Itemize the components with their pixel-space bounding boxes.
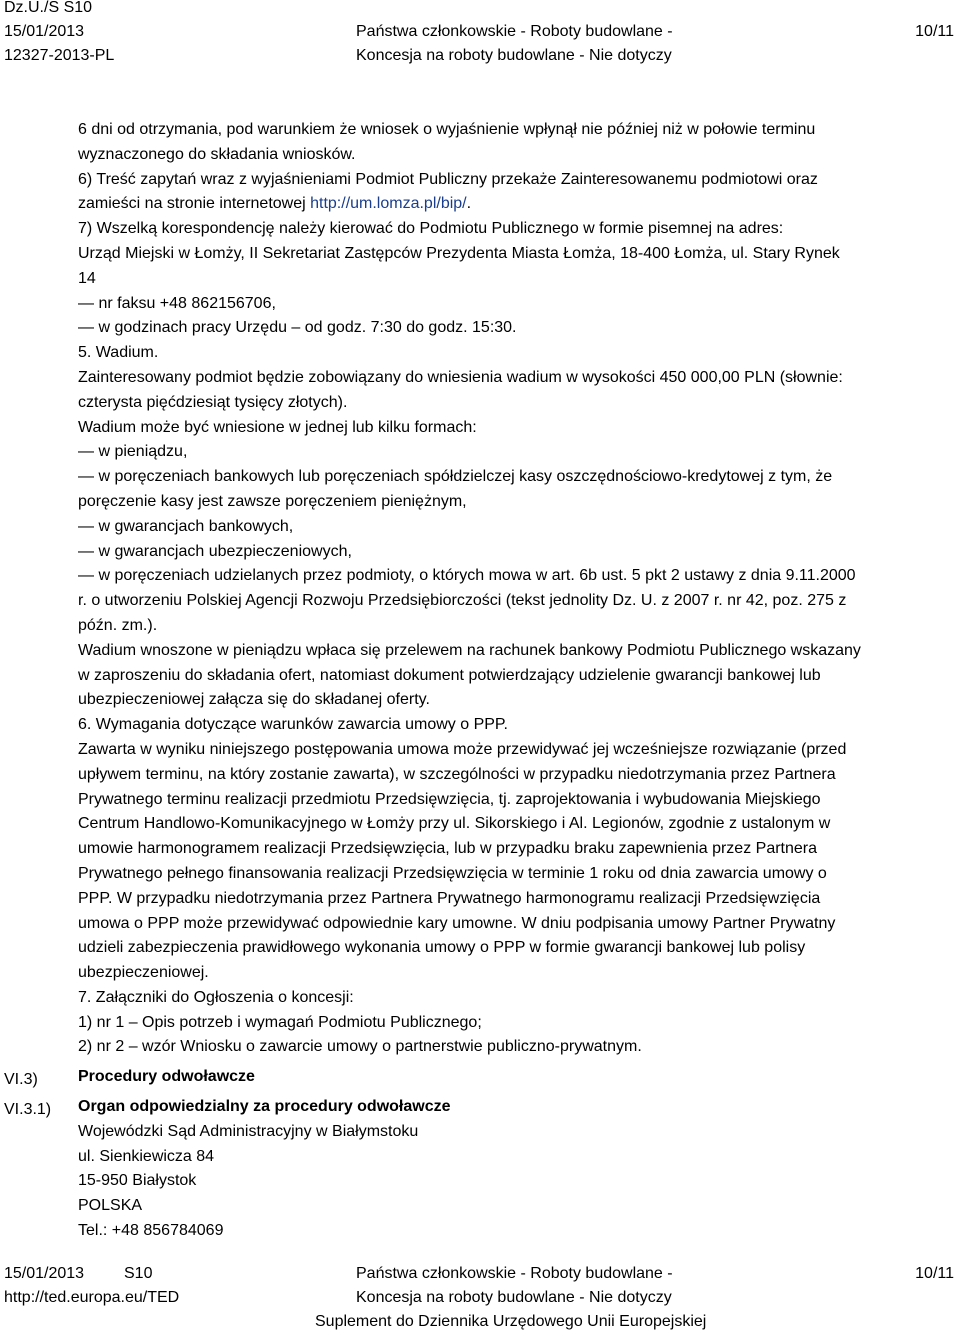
body-line: r. o utworzeniu Polskiej Agencji Rozwoju Przedsiębiorczości (tekst jednolity Dz. U. z 2007 r. nr 42, poz. 275 z [78, 592, 847, 610]
body-line: ubezpieczeniowej. [78, 964, 209, 982]
body-line: Urząd Miejski w Łomży, II Sekretariat Zastępców Prezydenta Miasta Łomża, 18-400 Łomża, ul. Stary Rynek [78, 244, 840, 262]
header-title-line2: Koncesja na roboty budowlane - Nie dotyczy [356, 47, 672, 64]
section-number-vi3: VI.3) [4, 1071, 38, 1088]
body-line: Zawarta w wyniku niniejszego postępowania umowa może przewidywać jej wcześniejsze rozwiązanie (przed [78, 740, 847, 758]
header-title-line1: Państwa członkowskie - Roboty budowlane - [356, 23, 673, 40]
notice-id: 12327-2013-PL [4, 47, 115, 64]
body-line: — w gwarancjach ubezpieczeniowych, [78, 542, 352, 560]
body-line: 14 [78, 269, 96, 287]
body-line: 2) nr 2 – wzór Wniosku o zawarcie umowy o partnerstwie publiczno-prywatnym. [78, 1038, 642, 1056]
body-line: Wadium może być wniesione w jednej lub kilku formach: [78, 418, 477, 436]
body-line: czterysta pięćdziesiąt tysięcy złotych). [78, 393, 348, 411]
footer-supplement: Suplement do Dziennika Urzędowego Unii Europejskiej [315, 1313, 707, 1330]
footer-page-number: 10/11 [915, 1265, 954, 1282]
body-line: — w godzinach pracy Urzędu – od godz. 7:30 do godz. 15:30. [78, 319, 517, 337]
body-line: 6) Treść zapytań wraz z wyjaśnieniami Podmiot Publiczny przekaże Zainteresowanemu podmiotowi oraz [78, 170, 818, 188]
body-line: — nr faksu +48 862156706, [78, 294, 276, 312]
document-body [78, 118, 944, 1244]
body-line: poręczenie kasy jest zawsze poręczeniem pieniężnym, [78, 492, 467, 510]
section-title-vi31: Organ odpowiedzialny za procedury odwoławcze [78, 1098, 451, 1116]
footer-title-line1: Państwa członkowskie - Roboty budowlane - [356, 1265, 673, 1282]
header-date: 15/01/2013 [4, 23, 85, 40]
body-line: 6 dni od otrzymania, pod warunkiem że wniosek o wyjaśnienie wpłynął nie później niż w połowie terminu [78, 121, 816, 138]
body-line-with-link [78, 192, 944, 217]
body-line: Prywatnego pełnego finansowania realizacji Przedsięwzięcia w terminie 1 roku od dnia zawarcia umowy o [78, 864, 827, 882]
footer-series: S10 [124, 1265, 153, 1282]
journal-ref: Dz.U./S S10 [4, 0, 93, 16]
body-line: 7) Wszelką korespondencję należy kierować do Podmiotu Publicznego w formie pisemnej na adres: [78, 220, 784, 238]
appeal-body-city: 15-950 Białystok [78, 1172, 197, 1190]
appeal-body-phone: Tel.: +48 856784069 [78, 1222, 224, 1240]
body-line: Prywatnego terminu realizacji przedmiotu Przedsięwzięcia, tj. zaprojektowania i wybudowania Miejskiego [78, 790, 821, 808]
section-number-vi31: VI.3.1) [4, 1101, 52, 1118]
body-line: późn. zm.). [78, 616, 158, 634]
footer-title-line2: Koncesja na roboty budowlane - Nie dotyczy [356, 1289, 672, 1306]
body-line: — w gwarancjach bankowych, [78, 517, 294, 535]
body-text: zamieści na stronie internetowej [78, 195, 311, 213]
appeal-body-street: ul. Sienkiewicza 84 [78, 1147, 215, 1165]
body-line: — w pieniądzu, [78, 443, 188, 461]
body-line: PPP. W przypadku niedotrzymania przez Partnera Prywatnego harmonogramu realizacji Przedsięwzięcia [78, 889, 821, 907]
body-line: upływem terminu, na który zostanie zawarta), w szczególności w przypadku niedotrzymania przez Partnera [78, 765, 836, 783]
body-line: — w poręczeniach bankowych lub poręczeniach spółdzielczej kasy oszczędnościowo-kredytowej z tym, że [78, 468, 833, 486]
body-line: 1) nr 1 – Opis potrzeb i wymagań Podmiotu Publicznego; [78, 1013, 482, 1031]
page-header [0, 0, 960, 70]
body-line: umowa o PPP może przewidywać odpowiednie kary umowne. W dniu podpisania umowy Partner Prywatny [78, 914, 836, 932]
bip-link[interactable]: http://um.lomza.pl/bip/ [310, 195, 467, 213]
body-line: Wadium wnoszone w pieniądzu wpłaca się przelewem na rachunek bankowy Podmiotu Publicznego wskazany [78, 641, 861, 659]
body-line: ubezpieczeniowej załącza się do składanej oferty. [78, 691, 430, 709]
body-line: 5. Wadium. [78, 344, 159, 362]
body-line: w zaproszeniu do składania ofert, natomiast dokument potwierdzający udzielenie gwarancji bankowej lub [78, 666, 821, 684]
body-line: wyznaczonego do składania wniosków. [78, 145, 356, 163]
page-footer [0, 1260, 960, 1334]
body-line: Centrum Handlowo-Komunikacyjnego w Łomży przy ul. Sikorskiego i Al. Legionów, zgodnie z ustalonym w [78, 815, 831, 833]
body-line: 7. Załączniki do Ogłoszenia o koncesji: [78, 988, 354, 1006]
body-line: Zainteresowany podmiot będzie zobowiązany do wniesienia wadium w wysokości 450 000,00 PLN (słownie: [78, 368, 843, 386]
section-title-vi3: Procedury odwoławcze [78, 1068, 255, 1086]
header-page-number: 10/11 [915, 23, 954, 40]
appeal-body-country: POLSKA [78, 1197, 143, 1215]
appeal-body-name: Wojewódzki Sąd Administracyjny w Białymstoku [78, 1122, 419, 1140]
footer-url[interactable]: http://ted.europa.eu/TED [4, 1289, 180, 1306]
body-line: umowie harmonogramem realizacji Przedsięwzięcia, lub w przypadku braku zapewnienia przez Partnera [78, 840, 818, 858]
body-text: . [466, 195, 472, 213]
footer-date: 15/01/2013 [4, 1265, 85, 1282]
body-line: — w poręczeniach udzielanych przez podmioty, o których mowa w art. 6b ust. 5 pkt 2 ustawy z dnia 9.11.2000 [78, 567, 856, 585]
body-line: udzieli zabezpieczenia prawidłowego wykonania umowy o PPP w formie gwarancji bankowej lub polisy [78, 939, 806, 957]
body-line: 6. Wymagania dotyczące warunków zawarcia umowy o PPP. [78, 716, 508, 734]
